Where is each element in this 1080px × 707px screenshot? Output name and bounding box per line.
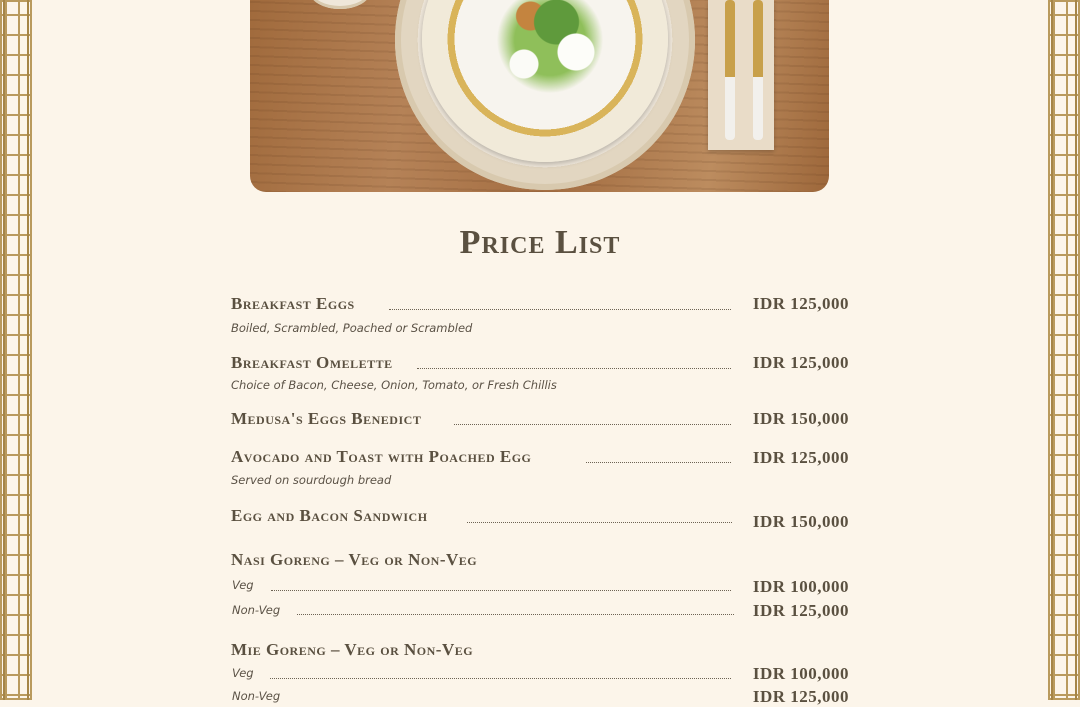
option-price: IDR 125,000: [752, 687, 849, 706]
dot-leader: [454, 424, 731, 425]
fork-icon: [753, 0, 763, 140]
dot-leader: [271, 590, 731, 591]
menu-item-name: Mie Goreng – Veg or Non-Veg: [231, 640, 474, 659]
menu-item-price: IDR 150,000: [752, 512, 849, 531]
dot-leader: [389, 309, 731, 310]
napkin: [708, 0, 774, 150]
page-title: Price List: [459, 224, 621, 261]
dot-leader: [586, 462, 731, 463]
menu-item-description: Boiled, Scrambled, Poached or Scrambled: [231, 321, 473, 335]
option-price: IDR 100,000: [752, 664, 849, 683]
menu-item-name: Medusa's Eggs Benedict: [231, 409, 422, 428]
option-label: Non-Veg: [232, 603, 281, 617]
option-label: Veg: [232, 578, 254, 592]
dot-leader: [270, 678, 731, 679]
option-label: Veg: [232, 666, 254, 680]
dot-leader: [417, 368, 731, 369]
option-price: IDR 100,000: [752, 577, 849, 596]
menu-item-price: IDR 125,000: [752, 448, 849, 467]
menu-item-price: IDR 125,000: [752, 353, 849, 372]
breakfast-photo: [250, 0, 829, 192]
eggs-and-greens: [485, 0, 615, 100]
menu-item-name: Avocado and Toast with Poached Egg: [231, 447, 532, 466]
dot-leader: [297, 614, 734, 615]
menu-item-name: Breakfast Eggs: [231, 294, 355, 313]
menu-item-price: IDR 150,000: [752, 409, 849, 428]
menu-item-name: Breakfast Omelette: [231, 353, 393, 372]
menu-item-name: Nasi Goreng – Veg or Non-Veg: [231, 550, 478, 569]
menu-item-name: Egg and Bacon Sandwich: [231, 506, 428, 525]
dot-leader: [467, 522, 732, 523]
option-price: IDR 125,000: [752, 601, 849, 620]
greek-key-border-right: [1048, 0, 1080, 700]
menu-item-description: Served on sourdough bread: [231, 473, 392, 487]
greek-key-border-left: [0, 0, 32, 700]
knife-icon: [725, 0, 735, 140]
menu-item-description: Choice of Bacon, Cheese, Onion, Tomato, or Fresh Chillis: [231, 378, 557, 392]
menu-item-price: IDR 125,000: [752, 294, 849, 313]
option-label: Non-Veg: [232, 689, 281, 703]
